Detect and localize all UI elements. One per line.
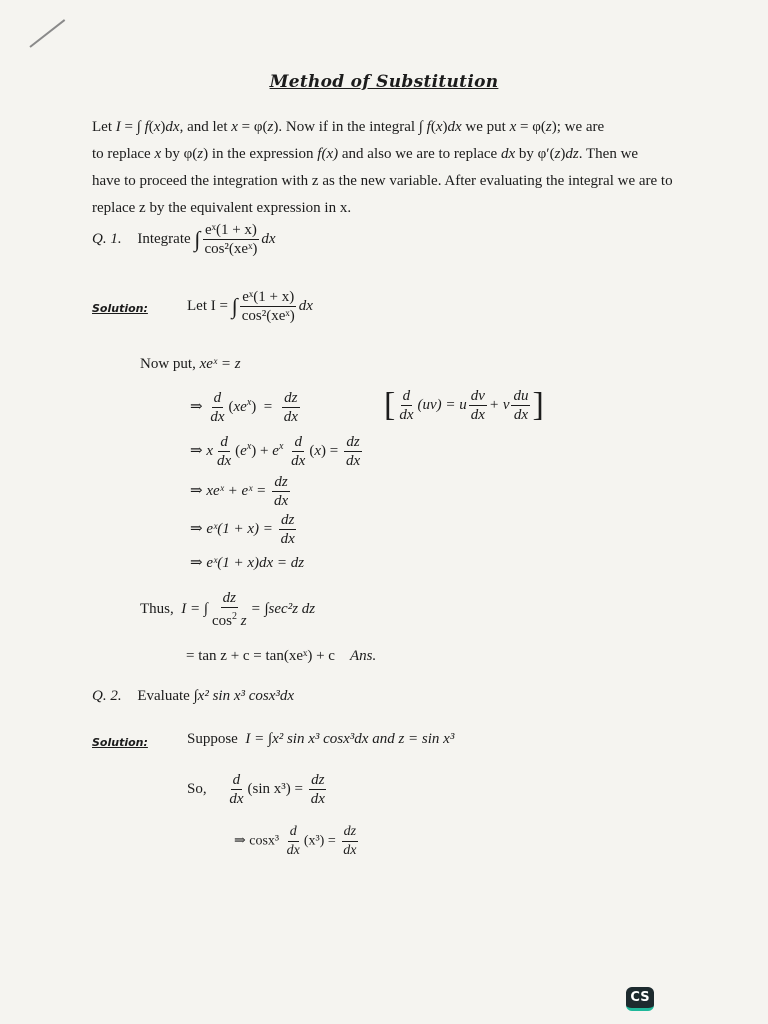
- result-line: = tan z + c = tan(xeˣ) + c Ans.: [186, 648, 377, 664]
- question-2-label: Q. 2.: [92, 688, 122, 704]
- question-1: Q. 1. Integrate ∫ $\frac{\text{eˣ(1 + x)}}{\text{cos²(xeˣ)}}$ dx: [92, 222, 276, 257]
- intro-line-3: have to proceed the integration with z as the new variable. After evaluating the integral we are to: [92, 173, 673, 189]
- product-rule: [ $\frac{d}{dx}$ (uv) = u $\frac{dv}{dx}$ + v $\frac{du}{dx}$ ]: [384, 386, 544, 424]
- intro-line-1: Let I = ∫ f(x)dx, and let x = φ(z). Now if in the integral ∫ f(x)dx we put x = φ(z); we are: [92, 119, 605, 135]
- solution-1-let: Let I = ∫ $\frac{\text{eˣ(1 + x)}}{\text{cos²(xeˣ)}}$ dx: [187, 289, 313, 324]
- last-step: ⇒ cosx³ $\frac{d}{dx}$ (x³) = $\frac{dz}{dx}$: [234, 824, 357, 858]
- pen-mark: [29, 19, 65, 48]
- intro-line-2: to replace x by φ(z) in the expression f(x) and also we are to replace dx by φ′(z)dz. Then we: [92, 146, 639, 162]
- step-1: ⇒ $\frac{d}{dx}$ $(xe^x)$ = $\frac{dz}{dx}$: [190, 390, 298, 425]
- solution-2-label: Solution:: [92, 736, 148, 749]
- step-4: ⇒ eˣ(1 + x) = $\frac{dz}{dx}$: [190, 512, 295, 547]
- solution-1-label: Solution:: [92, 302, 148, 315]
- thus-line: Thus, I = ∫ $\frac{dz}{\cos^2 z}$ = ∫sec²z dz: [140, 590, 316, 629]
- question-2-verb: Evaluate: [137, 688, 190, 704]
- intro-line-4: replace z by the equivalent expression in x.: [92, 200, 352, 216]
- question-2: [92, 688, 294, 705]
- question-1-verb: Integrate: [137, 230, 191, 247]
- step-3: ⇒ xeˣ + eˣ = $\frac{dz}{dx}$: [190, 474, 289, 509]
- answer-marker: Ans.: [349, 648, 377, 664]
- now-put-line: Now put, xeˣ = z: [140, 356, 241, 372]
- step-5: ⇒ eˣ(1 + x)dx = dz: [190, 555, 305, 571]
- intro-paragraph: [92, 114, 708, 222]
- camscanner-badge: CS: [626, 987, 654, 1011]
- question-2-expression: ∫x² sin x³ cosx³dx: [193, 688, 295, 704]
- suppose-line: Suppose I = ∫x² sin x³ cosx³dx and z = sin x³: [187, 731, 455, 747]
- page-title: Method of Substitution: [269, 72, 499, 92]
- question-1-fraction: $\frac{\text{eˣ(1 + x)}}{\text{cos²(xeˣ)}}$: [204, 222, 258, 257]
- so-line: So, $\frac{d}{dx}$ (sin x³) = $\frac{dz}{dx}$: [187, 772, 325, 807]
- step-2: ⇒ x $\frac{d}{dx}$ $(e^x) + e^x$ $\frac{d}{dx}$ (x) = $\frac{dz}{dx}$: [190, 434, 361, 469]
- question-1-label: Q. 1.: [92, 230, 122, 247]
